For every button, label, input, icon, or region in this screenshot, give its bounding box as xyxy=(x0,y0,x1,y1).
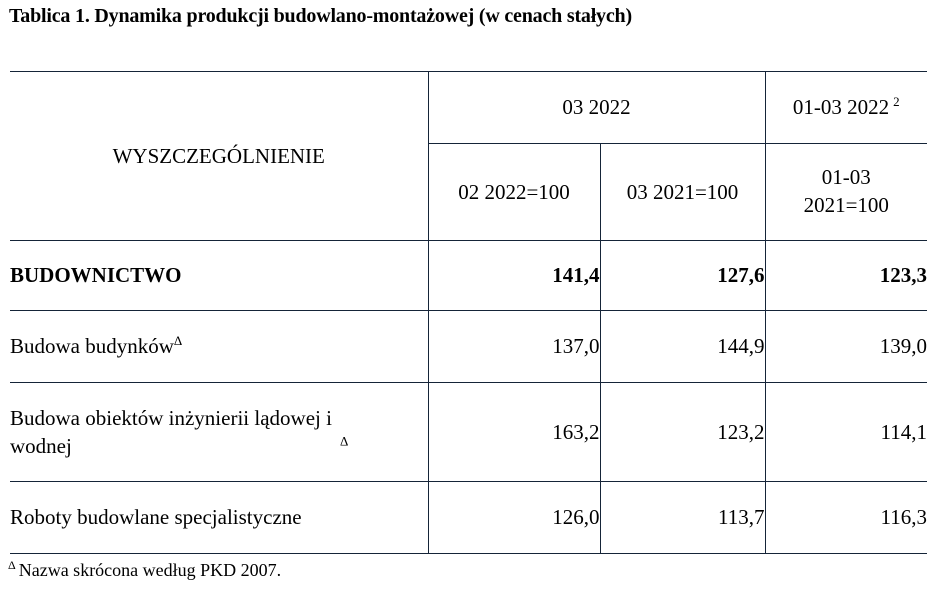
period-01-03-2022-header-cell xyxy=(765,72,927,144)
base-01-03-2021-line2: 2021=100 xyxy=(803,193,889,217)
base-01-03-2021-line1: 01-03 xyxy=(821,165,871,190)
table-row-budowa-budynkow xyxy=(10,311,927,383)
spec-header-cell: WYSZCZEGÓLNIENIE xyxy=(10,72,428,241)
value-cell: 123,3 xyxy=(765,241,927,311)
value-cell: 163,2 xyxy=(428,383,600,482)
dynamics-table xyxy=(10,71,927,554)
period-01-03-2022-label: 01-03 2022 xyxy=(792,95,890,119)
base-03-2021-header-cell: 03 2021=100 xyxy=(600,144,765,241)
value-cell: 141,4 xyxy=(428,241,600,311)
delta-superscript: Δ xyxy=(8,558,16,572)
footnote-ref-2: 2 xyxy=(893,94,900,109)
value-cell: 114,1 xyxy=(765,383,927,482)
table-row-roboty-budowlane xyxy=(10,482,927,554)
page-title: Tablica 1. Dynamika produkcji budowlano-montażowej (w cenach stałych) xyxy=(9,5,632,27)
row-label-cell xyxy=(10,383,428,482)
row-label-cell xyxy=(10,482,428,554)
value-cell: 113,7 xyxy=(600,482,765,554)
value-cell: 116,3 xyxy=(765,482,927,554)
period-03-2022-header-cell: 03 2022 xyxy=(428,72,765,144)
value-cell: 127,6 xyxy=(600,241,765,311)
row-label: Budowa obiektów inżynierii lądowej i wodnej xyxy=(10,405,332,458)
delta-superscript: Δ xyxy=(173,333,183,349)
table-row-budownictwo xyxy=(10,241,927,311)
value-cell: 137,0 xyxy=(428,311,600,383)
footnote-text: Nazwa skrócona według PKD 2007. xyxy=(18,560,282,580)
row-label: Roboty budowlane specjalistyczne xyxy=(10,505,302,530)
value-cell: 123,2 xyxy=(600,383,765,482)
base-02-2022-header-cell: 02 2022=100 xyxy=(428,144,600,241)
row-label: BUDOWNICTWO xyxy=(10,263,182,288)
table-header-row-groups xyxy=(10,72,927,144)
row-label: Budowa budynków xyxy=(10,334,174,359)
row-label-cell xyxy=(10,311,428,383)
base-01-03-2021-header-cell xyxy=(765,144,927,241)
footnote xyxy=(8,560,281,581)
value-cell: 144,9 xyxy=(600,311,765,383)
delta-superscript: Δ xyxy=(340,433,349,448)
value-cell: 126,0 xyxy=(428,482,600,554)
row-label-cell xyxy=(10,241,428,311)
value-cell: 139,0 xyxy=(765,311,927,383)
table-row-budowa-obiektow xyxy=(10,383,927,482)
